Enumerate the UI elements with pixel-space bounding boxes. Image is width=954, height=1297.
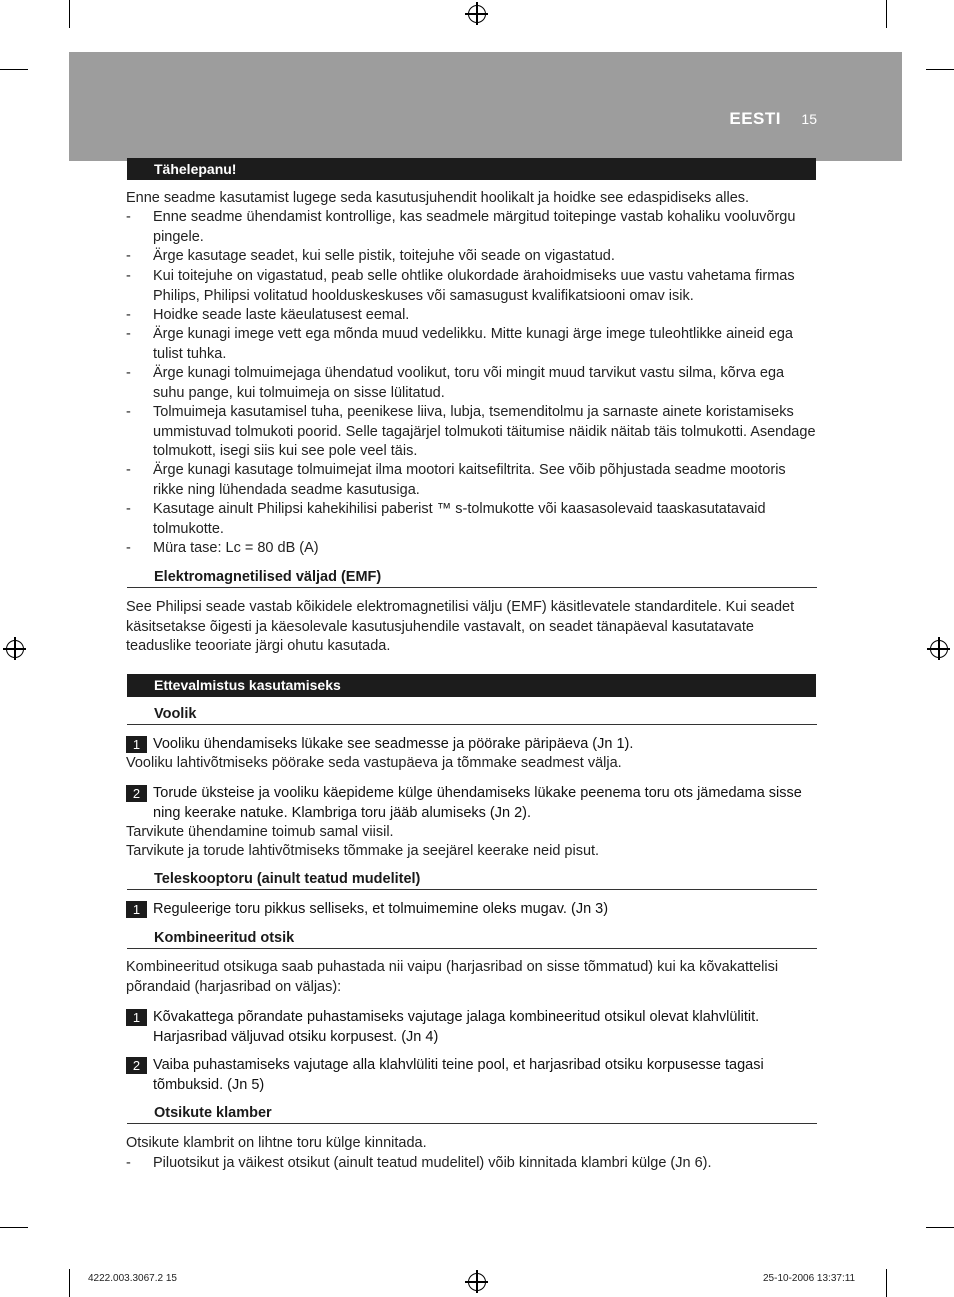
step-item: 1 Vooliku ühendamiseks lükake see seadmesse ja pöörake päripäeva (Jn 1). (126, 735, 818, 755)
subsection-title-nozzle: Kombineeritud otsik (127, 930, 817, 949)
subsection-title-telescopic: Teleskooptoru (ainult teatud mudelitel) (127, 871, 817, 890)
step-number: 1 (126, 736, 147, 753)
registration-mark-icon (468, 1273, 486, 1291)
clip-intro: Otsikute klambrit on lihtne toru külge kinnitada. (126, 1135, 427, 1151)
registration-mark-icon (6, 640, 24, 658)
section-title-emf: Elektromagnetilised väljad (EMF) (127, 569, 817, 588)
list-item: - Hoidke seade laste käeulatusest eemal. (126, 307, 410, 323)
step-number: 2 (126, 1057, 147, 1074)
crop-mark (926, 69, 954, 70)
step-item: 1 Kõvakattega põrandate puhastamiseks vajutage jalaga kombineeritud otsikul olevat klahvlülitit. Harjasribad väljuvad otsiku korpusest. (Jn 4) (126, 1008, 818, 1047)
crop-mark (926, 1227, 954, 1228)
nozzle-intro: Kombineeritud otsikuga saab puhastada nii vaipu (harjasribad on sisse tõmmatud) kui ka kõvakattelisi põrandaid (harjasribad on väljas): (126, 959, 779, 995)
crop-mark (69, 1269, 70, 1297)
list-item: - Kasutage ainult Philipsi kahekihilisi paberist ™ s-tolmukotte või kaasasolevaid taaskasutatavaid tolmukotte. (126, 501, 766, 537)
step-note: Vooliku lahtivõtmiseks pöörake seda vastupäeva ja tõmmake seadmest välja. (126, 755, 622, 771)
page-number: 15 (801, 111, 817, 127)
list-item: - Piluotsikut ja väikest otsikut (ainult teatud mudelitel) võib kinnitada klambri külge (Jn 6). (126, 1155, 712, 1171)
crop-mark (69, 0, 70, 28)
step-note: Tarvikute ühendamine toimub samal viisil. (126, 824, 394, 840)
registration-mark-icon (930, 640, 948, 658)
step-item: 1 Reguleerige toru pikkus selliseks, et tolmuimemine oleks mugav. (Jn 3) (126, 900, 818, 920)
list-item: - Kui toitejuhe on vigastatud, peab selle ohtlike olukordade ärahoidmiseks uue vastu vahetama firmas Philips, Philipsi volitatud hoolduskeskuses või samasugust kvalifikatsiooni omav isik. (126, 268, 795, 304)
emf-text: See Philipsi seade vastab kõikidele elektromagnetilisi välju (EMF) käsitlevatele standarditele. Kui seadet käsitsetakse õigesti ja käesolevale kasutusjuhendile vastavalt, on seadet tänapäeval kasutatavate teaduslike teooriate järgi ohutu kasutada. (126, 599, 795, 654)
step-number: 1 (126, 901, 147, 918)
step-number: 2 (126, 785, 147, 802)
list-item: - Müra tase: Lc = 80 dB (A) (126, 540, 319, 556)
footer-doc-id: 4222.003.3067.2 15 (88, 1273, 177, 1284)
step-number: 1 (126, 1009, 147, 1026)
list-item: - Ärge kunagi tolmuimejaga ühendatud voolikut, toru või mingit muud tarvikut vastu silma, kõrva ega suhu pange, kui tolmuimeja on sisse lülitatud. (126, 365, 785, 401)
crop-mark (0, 1227, 28, 1228)
step-item: 2 Torude üksteise ja vooliku käepideme külge ühendamiseks lükake peenema toru ots jämedama sisse ning keerake natuke. Klambriga toru jääb alumiseks (Jn 2). (126, 784, 818, 823)
subsection-title-hose: Voolik (127, 706, 817, 725)
list-item: - Ärge kunagi imege vett ega mõnda muud vedelikku. Mitte kunagi ärge imege tuleohtlikke aineid ega tulist tuhka. (126, 326, 793, 362)
list-item: - Tolmuimeja kasutamisel tuha, peenikese liiva, lubja, tsemenditolmu ja sarnaste ainete koristamiseks ummistuvad tolmukoti poorid. Selle tagajärjel tolmukoti täitumise näidik näitab täis tolmukotti. Asendage tolmukott, isegi siis kui see pole veel täis. (126, 404, 816, 459)
list-item: - Enne seadme ühendamist kontrollige, kas seadmele märgitud toitepinge vastab kohaliku vooluvõrgu pingele. (126, 209, 796, 245)
subsection-title-clip: Otsikute klamber (127, 1105, 817, 1124)
list-item: - Ärge kunagi kasutage tolmuimejat ilma mootori kaitsefiltrita. See võib põhjustada seadme mootoris rikke ning lühendada seadme kasutusiga. (126, 462, 786, 498)
attention-intro: Enne seadme kasutamist lugege seda kasutusjuhendit hoolikalt ja hoidke see edaspidiseks alles. (126, 190, 750, 206)
crop-mark (886, 0, 887, 28)
section-title-attention: Tähelepanu! (127, 158, 816, 180)
crop-mark (886, 1269, 887, 1297)
step-note: Tarvikute ja torude lahtivõtmiseks tõmmake ja seejärel keerake neid pisut. (126, 843, 600, 859)
page-header (69, 52, 902, 161)
language-label: EESTI (729, 109, 781, 128)
list-item: - Ärge kasutage seadet, kui selle pistik, toitejuhe või seade on vigastatud. (126, 248, 615, 264)
section-title-preparation: Ettevalmistus kasutamiseks (127, 674, 816, 697)
step-item: 2 Vaiba puhastamiseks vajutage alla klahvlüliti teine pool, et harjasribad otsiku korpusesse tagasi tõmbuksid. (Jn 5) (126, 1056, 818, 1095)
registration-mark-icon (468, 5, 486, 23)
footer-timestamp: 25-10-2006 13:37:11 (763, 1273, 856, 1284)
crop-mark (0, 69, 28, 70)
